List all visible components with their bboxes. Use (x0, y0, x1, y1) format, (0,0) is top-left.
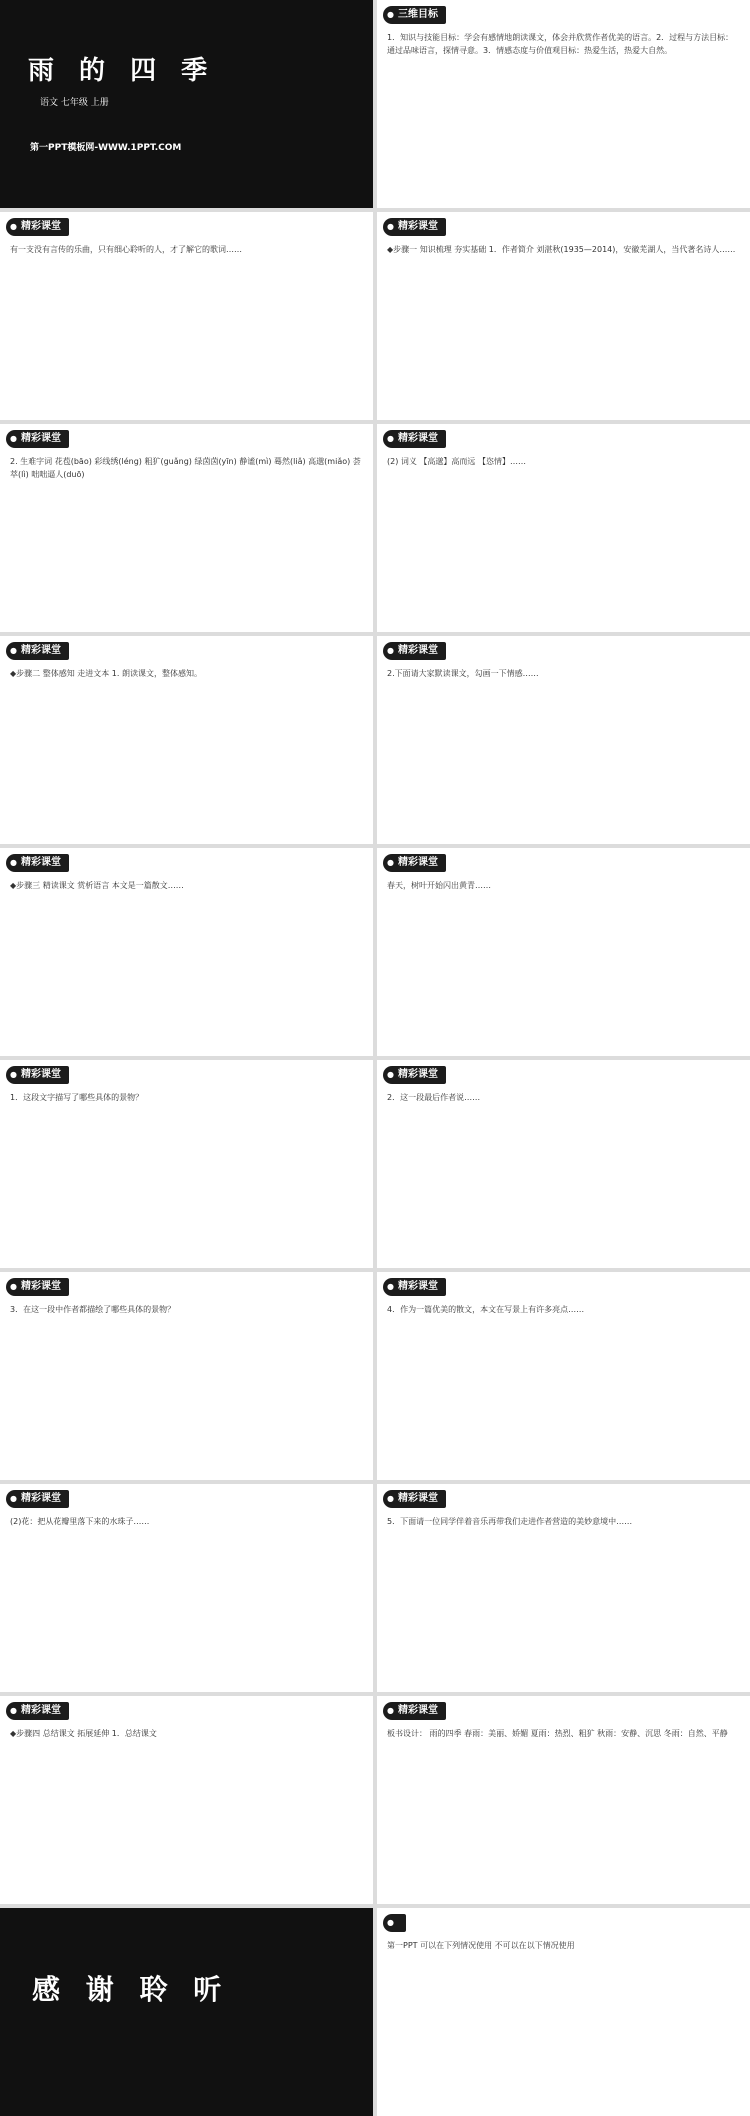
slide-tag: ● 精彩课堂 (383, 854, 446, 872)
slide-subtitle: 语文 七年级 上册 (40, 98, 109, 108)
slide-4 (377, 212, 750, 420)
slide-body: ◆步骤三 精读课文 赏析语言 本文是一篇散文…… (10, 881, 184, 890)
slide-tag: ● 精彩课堂 (6, 1702, 69, 1720)
brand-text: 第一PPT模板网-WWW.1PPT.COM (30, 143, 182, 153)
slide-17 (0, 1696, 373, 1904)
slide-5 (0, 424, 373, 632)
slide-body: (2)花：把从花瓣里落下来的水珠子…… (10, 1517, 150, 1526)
slide-tag: ● 精彩课堂 (6, 430, 69, 448)
slide-body: 1．这段文字描写了哪些具体的景物？ (10, 1093, 144, 1102)
slide-body: 有一支没有言传的乐曲，只有细心聆听的人，才了解它的歌词…… (10, 245, 242, 254)
slide-tag: ● 精彩课堂 (6, 1066, 69, 1084)
slide-16 (377, 1484, 750, 1692)
slide-body: ◆步骤一 知识梳理 夯实基础 1．作者简介 刘湛秋(1935—2014)，安徽芜湖人，当代著名诗人…… (387, 245, 736, 254)
slide-7 (0, 636, 373, 844)
slide-tag: ● 精彩课堂 (383, 218, 446, 236)
slide-tag: ● 精彩课堂 (383, 1278, 446, 1296)
slide-tag: ● 精彩课堂 (6, 1490, 69, 1508)
slide-tag: ● 精彩课堂 (6, 218, 69, 236)
slide-14 (377, 1272, 750, 1480)
slide-body: 3．在这一段中作者都描绘了哪些具体的景物？ (10, 1305, 176, 1314)
slide-tag (383, 1914, 406, 1932)
slide-body: 1．知识与技能目标：学会有感情地朗读课文，体会并欣赏作者优美的语言。2．过程与方法目标：通过品味语言，探情寻意。3．情感态度与价值观目标：热爱生活，热爱大自然。 (387, 33, 734, 55)
slide-body: 5．下面请一位同学伴着音乐再带我们走进作者营造的美妙意境中…… (387, 1517, 633, 1526)
slide-body: 第一PPT 可以在下列情况使用 不可以在以下情况使用 (387, 1941, 575, 1950)
slide-tag: ● 精彩课堂 (383, 1066, 446, 1084)
slide-body: (2) 词义 【高邈】高而远 【恣情】…… (387, 457, 526, 466)
slide-tag: ● 精彩课堂 (383, 642, 446, 660)
slide-11 (0, 1060, 373, 1268)
slide-12 (377, 1060, 750, 1268)
slide-19 (0, 1908, 373, 2116)
slide-body: 2．这一段最后作者说…… (387, 1093, 481, 1102)
slide-10 (377, 848, 750, 1056)
slide-9 (0, 848, 373, 1056)
slide-3 (0, 212, 373, 420)
slide-2 (377, 0, 750, 208)
slide-tag: ● 精彩课堂 (6, 854, 69, 872)
slide-20 (377, 1908, 750, 2116)
slide-body: 2. 生难字词 花苞(bāo) 彩线绣(léng) 粗犷(guǎng) 绿茵茵(yīn) 静谧(mì) 蓦然(liǎ) 高邈(miǎo) 荟萃(lì) 咄咄逼人(duō) (10, 457, 361, 479)
slide-8 (377, 636, 750, 844)
slide-body: ◆步骤二 整体感知 走进文本 1. 朗读课文，整体感知。 (10, 669, 202, 678)
thanks-text: 感 谢 聆 听 (32, 1973, 230, 2006)
slide-15 (0, 1484, 373, 1692)
slide-body: ◆步骤四 总结课文 拓展延伸 1．总结课文 (10, 1729, 157, 1738)
slide-tag: ● 三维目标 (383, 6, 446, 24)
slide-13 (0, 1272, 373, 1480)
slide-18 (377, 1696, 750, 1904)
slide-tag: ● 精彩课堂 (383, 1490, 446, 1508)
slide-body: 2.下面请大家默读课文，勾画一下情感…… (387, 669, 539, 678)
slide-1 (0, 0, 373, 208)
slide-tag: ● 精彩课堂 (6, 642, 69, 660)
slide-title: 雨 的 四 季 (28, 56, 216, 86)
slide-body: 板书设计： 雨的四季 春雨：美丽、娇媚 夏雨：热烈、粗犷 秋雨：安静、沉思 冬雨：自然、平静 (387, 1729, 728, 1738)
slide-tag: ● 精彩课堂 (6, 1278, 69, 1296)
slide-6 (377, 424, 750, 632)
slide-body: 4．作为一篇优美的散文，本文在写景上有许多亮点…… (387, 1305, 585, 1314)
slide-tag: ● 精彩课堂 (383, 1702, 446, 1720)
slide-body: 春天，树叶开始闪出黄青…… (387, 881, 491, 890)
slide-tag: ● 精彩课堂 (383, 430, 446, 448)
